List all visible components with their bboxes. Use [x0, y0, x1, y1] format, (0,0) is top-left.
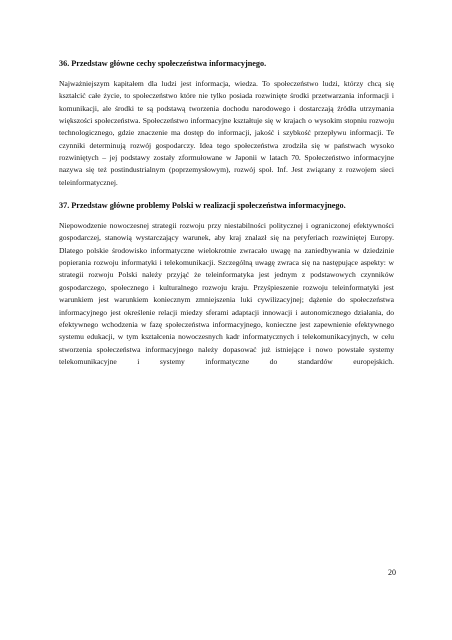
- paragraph-line: nazywa się też postindustrialnym (poprzemysłowym), rozwój społ. Inf. Jest związany z rozwojem sieci: [59, 165, 394, 175]
- paragraph-line: gospodarczego, społecznego i kulturalnego rozwoju kraju. Przyśpieszenie rozwoju teleinformatyki jest: [59, 282, 394, 292]
- paragraph-line: systemu edukacji, w tym kształcenia nowoczesnych kadr informatycznych i telekomunikacyjnych, w celu: [59, 332, 394, 342]
- paragraph-line: czynniki determinują rozwój gospodarczy. Idea tego społeczeństwa zrodziła się w państwach wysoko: [59, 140, 394, 150]
- paragraph-line: efektywnego wchodzenia w fazę społeczeństwa informacyjnego, konieczne jest zapewnienie efektywnego: [59, 319, 394, 329]
- paragraph-line: Dlatego polskie środowisko informatyczne wielokrotnie zwracało uwagę na zaniedbywania w dziedzinie: [59, 245, 394, 255]
- page-number: 20: [388, 568, 396, 577]
- paragraph-line: telekomunikacyjne i systemy informatyczne do standardów europejskich.: [59, 356, 394, 366]
- section-37-heading: 37. Przedstaw główne problemy Polski w realizacji społeczeństwa informacyjnego.: [59, 201, 346, 211]
- paragraph-line: popierania rozwoju informatyki i telekomunikacji. Szczególną uwagę zwraca się na następujące aspekty: w: [59, 258, 394, 268]
- section-36-heading: 36. Przedstaw główne cechy społeczeństwa informacyjnego.: [59, 59, 267, 68]
- paragraph-line: Najważniejszym kapitałem dla ludzi jest informacja, wiedza. To społeczeństwo ludzi, którzy chcą się: [59, 79, 394, 88]
- section-37-paragraph: [59, 220, 394, 368]
- paragraph-line: strategii rozwoju Polski należy przyjąć że teleinformatyka jest jednym z podstawowych czynników: [59, 270, 394, 280]
- paragraph-line: większości społeczeństwa. Społeczeństwo informacyjne kształtuje się w krajach o wysokim stopniu rozwoju: [59, 116, 394, 126]
- paragraph-line: Niepowodzenie nowoczesnej strategii rozwoju przy niestabilności politycznej i ograniczonej efektywności: [59, 221, 394, 231]
- paragraph-line: komunikacji, ale środki te są podstawą tworzenia dochodu narodowego i dostarczają źródła utrzymania: [59, 103, 394, 113]
- paragraph-line: warunkiem jest warunkiem koniecznym zmniejszenia luki cywilizacyjnej; dążenie do społeczeństwa: [59, 295, 394, 305]
- paragraph-line: stworzenia społeczeństwa informacyjnego należy dopasować już istniejące i nowo powstałe systemy: [59, 344, 394, 354]
- page-content: [59, 58, 394, 379]
- paragraph-line: technologicznego, gdzie znaczenie ma dostęp do informacji, jakość i szybkość przepływu informacji. Te: [59, 128, 394, 138]
- paragraph-line: kształcić całe życie, to społeczeństwo które nie tylko posiada rozwinięte środki przetwarzania informacji i: [59, 91, 394, 101]
- paragraph-line: rozwiniętych – jej podstawy zostały zformułowane w Japonii w latach 70. Społeczeństwo informacyjne: [59, 153, 394, 163]
- paragraph-line: gospodarczej, stanowią wystarczający warunek, aby kraj znalazł się na peryferiach rozwiniętej Europy.: [59, 233, 394, 243]
- section-36-paragraph: [59, 78, 394, 189]
- paragraph-line: informacyjnego jest określenie relacji miedzy sferami adaptacji innowacji i autonomicznego działania, do: [59, 307, 394, 317]
- paragraph-line: teleinformatycznej.: [59, 177, 118, 187]
